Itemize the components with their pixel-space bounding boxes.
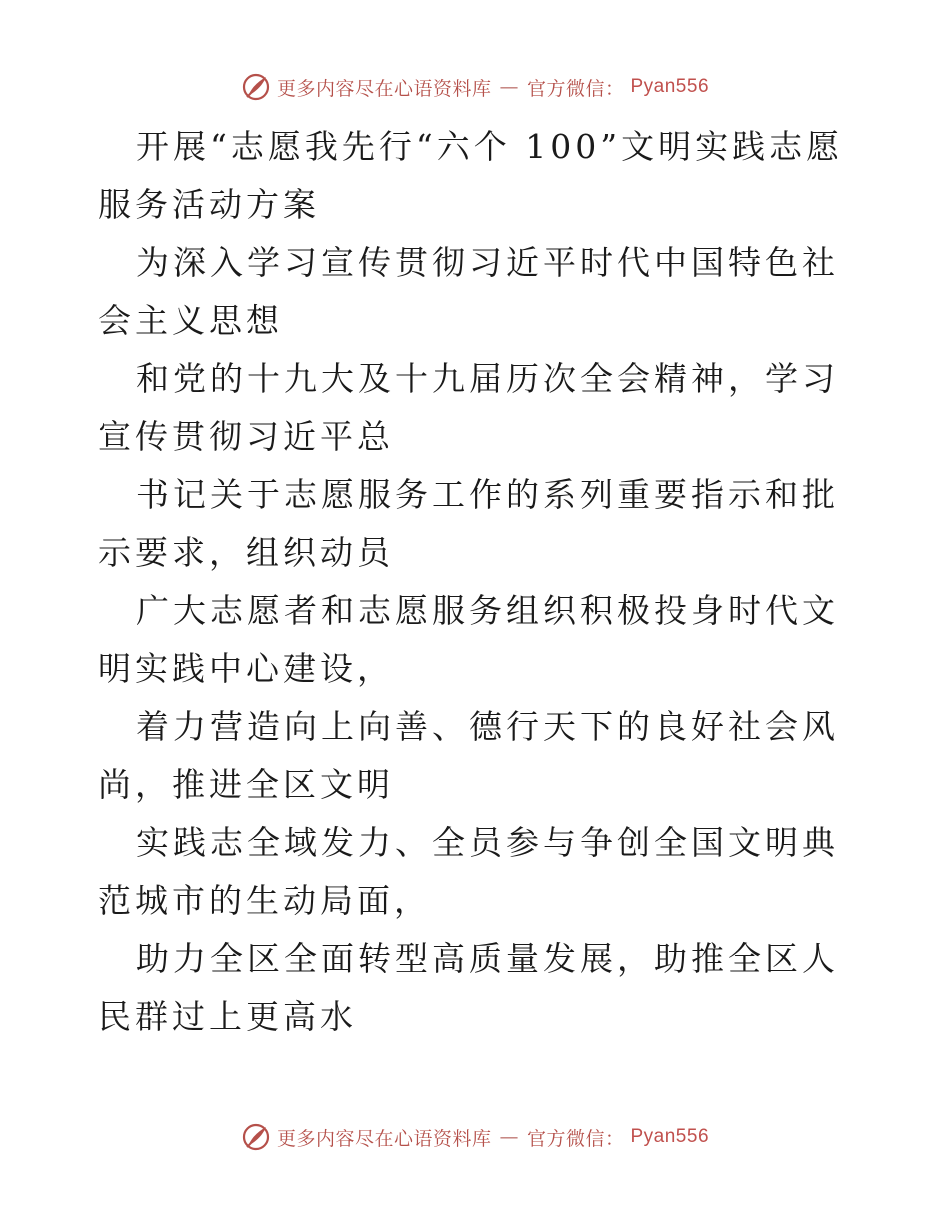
watermark-brand: 更多内容尽在心语资料库 [276, 77, 492, 100]
paragraph-line: 助力全区全面转型高质量发展，助推全区人民群过上更高水 [98, 939, 839, 1036]
quill-logo-icon [241, 1122, 271, 1152]
watermark-contact-label: 官方微信： [526, 77, 625, 100]
quill-logo-icon [241, 72, 271, 102]
paragraph-line: 着力营造向上向善、德行天下的良好社会风尚，推进全区文明 [98, 707, 839, 804]
document-body [98, 118, 858, 1046]
paragraph-line: 为深入学习宣传贯彻习近平时代中国特色社会主义思想 [98, 243, 839, 340]
watermark-separator: — [499, 76, 519, 98]
watermark-brand: 更多内容尽在心语资料库 [276, 1127, 492, 1150]
paragraph-line: 广大志愿者和志愿服务组织积极投身时代文明实践中心建设， [98, 591, 839, 688]
watermark-contact-id: Pyan556 [630, 76, 710, 97]
header-watermark [0, 72, 950, 102]
paragraph-line: 书记关于志愿服务工作的系列重要指示和批示要求，组织动员 [98, 475, 839, 572]
document-title: 开展“志愿我先行“六个 100”文明实践志愿服务活动方案 [98, 127, 844, 224]
footer-watermark [0, 1122, 950, 1152]
watermark-contact-label: 官方微信： [526, 1127, 625, 1150]
watermark-contact-id: Pyan556 [630, 1126, 710, 1147]
paragraph-line: 和党的十九大及十九届历次全会精神，学习宣传贯彻习近平总 [98, 359, 839, 456]
paragraph-line: 实践志全域发力、全员参与争创全国文明典范城市的生动局面， [98, 823, 839, 920]
watermark-separator: — [499, 1126, 519, 1148]
